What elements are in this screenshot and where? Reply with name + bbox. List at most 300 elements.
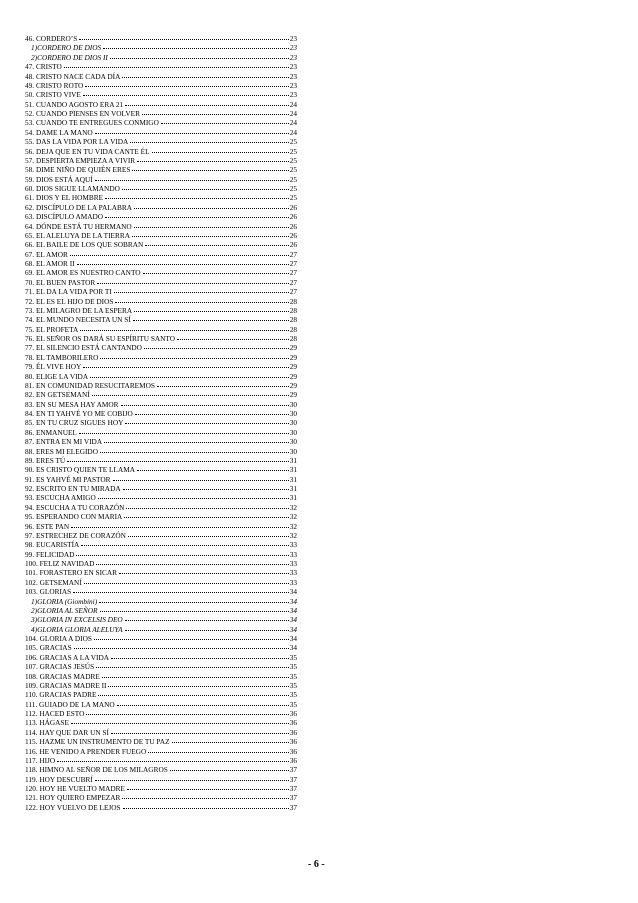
toc-entry-title: 104. GLORIA A DIOS: [25, 634, 92, 643]
toc-entry-page: 23: [289, 71, 297, 81]
toc-entry: [25, 43, 297, 52]
toc-entry: [25, 625, 297, 634]
toc-entry-page: 31: [289, 484, 297, 493]
toc-entry-title: 90. ES CRISTO QUIEN TE LLAMA: [25, 465, 135, 475]
toc-entry-page: 34: [289, 624, 297, 634]
toc-entry: [25, 53, 297, 62]
dot-leader: [71, 723, 289, 724]
toc-entry: [25, 606, 297, 615]
toc-entry: [25, 540, 297, 549]
toc-entry-title: 96. ESTE PAN: [25, 521, 70, 531]
toc-entry-title: 102. GETSEMANÍ: [25, 577, 82, 587]
dot-leader: [115, 302, 288, 303]
toc-entry-title: 68. EL AMOR II: [25, 259, 75, 268]
toc-entry-page: 28: [289, 324, 297, 334]
dot-leader: [125, 630, 289, 631]
toc-entry: [25, 34, 297, 43]
dot-leader: [70, 255, 289, 256]
toc-entry: [25, 737, 297, 746]
toc-entry-title: 86. ENMANUEL: [25, 427, 77, 437]
toc-entry-page: 23: [289, 34, 297, 43]
toc-entry: [25, 212, 297, 221]
toc-entry-page: 33: [289, 577, 297, 587]
toc-entry: [25, 390, 297, 399]
toc-entry-page: 30: [289, 437, 297, 447]
toc-entry-page: 25: [289, 184, 297, 193]
dot-leader: [130, 142, 288, 143]
toc-entry: [25, 62, 297, 71]
toc-entry-page: 30: [289, 446, 297, 456]
toc-entry-page: 32: [289, 530, 297, 540]
toc-entry-title: 73. EL MILAGRO DE LA ESPERA: [25, 305, 133, 315]
toc-entry-title: 121. HOY QUIERO EMPEZAR: [25, 793, 121, 803]
toc-entry: [25, 465, 297, 474]
toc-entry-page: 31: [289, 455, 297, 465]
toc-entry: [25, 353, 297, 362]
dot-leader: [83, 95, 289, 96]
toc-entry: [25, 728, 297, 737]
toc-entry-page: 36: [289, 746, 297, 756]
toc-entry-page: 26: [289, 221, 297, 231]
toc-entry-page: 31: [289, 474, 297, 484]
toc-entry-page: 25: [289, 137, 297, 147]
dot-leader: [161, 123, 289, 124]
dot-leader: [81, 545, 288, 546]
toc-entry-title: 4)GLORIA GLORIA ALELUYA: [31, 624, 123, 634]
toc-entry-page: 37: [289, 765, 297, 775]
toc-entry-title: 107. GRACIAS JESÚS: [25, 662, 95, 672]
dot-leader: [99, 602, 289, 603]
toc-entry-title: 81. EN COMUNIDAD RESUCITAREMOS: [25, 380, 155, 390]
dot-leader: [57, 761, 289, 762]
toc-entry-page: 35: [289, 699, 297, 709]
toc-entry-page: 33: [289, 559, 297, 568]
toc-entry: [25, 775, 297, 784]
dot-leader: [142, 114, 289, 115]
toc-entry-title: 85. EN TU CRUZ SIGUES HOY: [25, 418, 124, 428]
toc-entry-page: 33: [289, 540, 297, 550]
toc-entry-page: 32: [289, 502, 297, 512]
toc-entry: [25, 147, 297, 156]
dot-leader: [103, 48, 289, 49]
dot-leader: [122, 189, 289, 190]
toc-entry-title: 54. DAME LA MANO: [25, 127, 93, 137]
toc-entry-title: 98. EUCARISTÍA: [25, 540, 80, 550]
table-of-contents: [25, 34, 297, 812]
toc-entry: [25, 259, 297, 268]
toc-entry: [25, 653, 297, 662]
toc-entry-page: 30: [289, 427, 297, 437]
toc-entry: [25, 597, 297, 606]
toc-entry-title: 106. GRACIAS A LA VIDA: [25, 652, 109, 662]
dot-leader: [122, 77, 288, 78]
dot-leader: [132, 236, 289, 237]
toc-entry-page: 37: [289, 802, 297, 812]
toc-entry-title: 69. EL AMOR ES NUESTRO CANTO: [25, 268, 141, 278]
toc-entry-page: 28: [289, 315, 297, 325]
toc-entry: [25, 662, 297, 671]
dot-leader: [177, 339, 289, 340]
toc-entry: [25, 165, 297, 174]
dot-leader: [84, 583, 289, 584]
toc-entry-page: 31: [289, 465, 297, 475]
toc-entry: [25, 643, 297, 652]
toc-entry-title: 111. GUIADO DE LA MANO: [25, 699, 115, 709]
toc-entry: [25, 512, 297, 521]
toc-entry-title: 114. HAY QUE DAR UN SÍ: [25, 727, 109, 737]
dot-leader: [119, 573, 289, 574]
dot-leader: [71, 527, 289, 528]
toc-entry: [25, 690, 297, 699]
toc-entry-title: 79. ÉL VIVE HOY: [25, 362, 82, 372]
toc-entry-page: 34: [289, 634, 297, 643]
toc-entry-page: 36: [289, 718, 297, 728]
toc-entry-title: 115. HAZME UN INSTRUMENTO DE TU PAZ: [25, 737, 170, 747]
dot-leader: [97, 283, 288, 284]
toc-entry-page: 34: [289, 643, 297, 653]
dot-leader: [125, 105, 289, 106]
toc-entry-title: 122. HOY VUELVO DE LEJOS: [25, 802, 121, 812]
toc-entry: [25, 90, 297, 99]
toc-entry-page: 30: [289, 418, 297, 428]
toc-entry-page: 30: [289, 409, 297, 418]
toc-entry-page: 24: [289, 127, 297, 137]
toc-entry: [25, 268, 297, 277]
toc-entry-title: 108. GRACIAS MADRE: [25, 671, 100, 681]
toc-entry-page: 23: [289, 62, 297, 72]
dot-leader: [100, 611, 289, 612]
toc-entry-title: 88. ERES MI ELEGIDO: [25, 446, 98, 456]
toc-entry-page: 27: [289, 277, 297, 287]
toc-entry: [25, 72, 297, 81]
toc-entry-title: 65. EL ALELUYA DE LA TIERRA: [25, 230, 130, 240]
toc-entry-page: 29: [289, 380, 297, 390]
toc-entry-title: 99. FELICIDAD: [25, 549, 75, 559]
dot-leader: [125, 620, 289, 621]
toc-entry-title: 80. ELIGE LA VIDA: [25, 371, 89, 381]
toc-entry: [25, 334, 297, 343]
toc-entry-page: 29: [289, 352, 297, 362]
dot-leader: [114, 292, 289, 293]
toc-entry-page: 23: [289, 90, 297, 100]
toc-entry-title: 48. CRISTO NACE CADA DÍA: [25, 71, 121, 81]
dot-leader: [79, 433, 289, 434]
toc-entry-page: 24: [289, 109, 297, 118]
toc-entry-title: 119. HOY DESCUBRÍ: [25, 774, 93, 784]
dot-leader: [80, 330, 288, 331]
toc-entry: [25, 297, 297, 306]
toc-entry: [25, 418, 297, 427]
toc-entry: [25, 615, 297, 624]
toc-entry: [25, 325, 297, 334]
dot-leader: [132, 170, 288, 171]
toc-entry: [25, 240, 297, 249]
toc-entry-page: 33: [289, 568, 297, 578]
toc-entry-title: 1)CORDERO DE DIOS: [31, 43, 102, 53]
toc-entry-title: 3)GLORIA IN EXCELSIS DEO: [31, 615, 123, 625]
dot-leader: [143, 273, 289, 274]
toc-entry-title: 113. HÁGASE: [25, 718, 69, 728]
toc-entry: [25, 456, 297, 465]
toc-entry-page: 28: [289, 334, 297, 343]
dot-leader: [128, 536, 289, 537]
toc-entry-page: 36: [289, 737, 297, 747]
toc-entry: [25, 718, 297, 727]
toc-entry-title: 67. EL AMOR: [25, 249, 68, 259]
toc-entry-page: 27: [289, 268, 297, 278]
dot-leader: [96, 667, 289, 668]
toc-entry-page: 36: [289, 755, 297, 765]
dot-leader: [74, 648, 289, 649]
dot-leader: [124, 517, 288, 518]
toc-entry: [25, 137, 297, 146]
dot-leader: [108, 686, 288, 687]
toc-entry-title: 55. DAS LA VIDA POR LA VIDA: [25, 137, 129, 147]
toc-entry: [25, 400, 297, 409]
toc-entry-page: 23: [289, 52, 297, 62]
toc-entry-title: 87. ENTRA EN MI VIDA: [25, 437, 103, 447]
toc-entry-title: 101. FORASTERO EN SICAR: [25, 568, 118, 578]
toc-entry: [25, 287, 297, 296]
toc-entry-page: 37: [289, 793, 297, 803]
dot-leader: [85, 86, 288, 87]
dot-leader: [134, 208, 289, 209]
toc-entry: [25, 381, 297, 390]
toc-entry-title: 1)GLORIA (Giombini): [31, 596, 98, 606]
toc-entry-title: 91. ES YAHVÉ MI PASTOR: [25, 474, 111, 484]
dot-leader: [100, 452, 289, 453]
dot-leader: [148, 752, 288, 753]
toc-entry-title: 93. ESCUCHA AMIGO: [25, 493, 96, 503]
toc-entry-title: 97. ESTRECHEZ DE CORAZÓN: [25, 530, 126, 540]
toc-entry-page: 36: [289, 727, 297, 737]
toc-entry-page: 35: [289, 662, 297, 672]
toc-entry-title: 82. EN GETSEMANÍ: [25, 390, 90, 400]
dot-leader: [113, 480, 289, 481]
toc-entry: [25, 175, 297, 184]
dot-leader: [123, 808, 289, 809]
toc-entry: [25, 222, 297, 231]
toc-entry: [25, 784, 297, 793]
toc-entry-title: 52. CUANDO PIENSES EN VOLVER: [25, 109, 140, 118]
toc-entry-page: 25: [289, 146, 297, 156]
dot-leader: [79, 39, 288, 40]
toc-entry: [25, 522, 297, 531]
toc-entry-page: 37: [289, 784, 297, 793]
toc-entry-title: 78. EL TAMBORILERO: [25, 352, 99, 362]
toc-entry-title: 75. EL PROFETA: [25, 324, 79, 334]
dot-leader: [122, 798, 288, 799]
toc-entry-title: 60. DIOS SIGUE LLAMANDO: [25, 184, 120, 193]
toc-entry: [25, 343, 297, 352]
dot-leader: [77, 264, 289, 265]
toc-entry-title: 2)GLORIA AL SEÑOR: [31, 605, 98, 615]
toc-entry-title: 2)CORDERO DE DIOS II: [31, 52, 108, 62]
toc-entry-page: 25: [289, 193, 297, 203]
toc-entry-page: 23: [289, 80, 297, 90]
toc-entry-title: 63. DISCÍPULO AMADO: [25, 212, 104, 222]
toc-entry: [25, 278, 297, 287]
dot-leader: [170, 770, 289, 771]
toc-entry-page: 26: [289, 230, 297, 240]
toc-entry-title: 62. DISCÍPULO DE LA PALABRA: [25, 202, 132, 212]
toc-entry-title: 95. ESPERANDO CON MARIA: [25, 512, 123, 522]
toc-entry-title: 61. DIOS Y EL HOMBRE: [25, 193, 104, 203]
toc-entry: [25, 747, 297, 756]
toc-entry-title: 118. HIMNO AL SEÑOR DE LOS MILAGROS: [25, 765, 168, 775]
toc-entry-page: 32: [289, 512, 297, 522]
toc-entry-title: 84. EN TI YAHVÉ YO ME COBIJO: [25, 409, 133, 418]
toc-entry-title: 92. ESCRITO EN TU MIRADA: [25, 484, 121, 493]
dot-leader: [86, 714, 288, 715]
toc-entry: [25, 118, 297, 127]
toc-entry: [25, 409, 297, 418]
toc-entry-page: 28: [289, 305, 297, 315]
dot-leader: [95, 180, 289, 181]
toc-entry: [25, 315, 297, 324]
toc-entry: [25, 568, 297, 577]
toc-entry-title: 77. EL SILENCIO ESTÁ CANTANDO: [25, 343, 142, 353]
toc-entry-page: 29: [289, 371, 297, 381]
dot-leader: [157, 386, 289, 387]
toc-entry-page: 29: [289, 362, 297, 372]
toc-entry-page: 29: [289, 343, 297, 353]
toc-entry-title: 50. CRISTO VIVE: [25, 90, 81, 100]
dot-leader: [95, 133, 289, 134]
dot-leader: [134, 311, 289, 312]
toc-entry-title: 110. GRACIAS PADRE: [25, 690, 97, 700]
toc-entry-title: 58. DIME NIÑO DE QUIÉN ERES: [25, 165, 131, 175]
toc-entry-title: 100. FELIZ NAVIDAD: [25, 559, 95, 568]
toc-entry-title: 70. EL BUEN PASTOR: [25, 277, 96, 287]
dot-leader: [137, 161, 289, 162]
dot-leader: [92, 395, 289, 396]
dot-leader: [73, 592, 288, 593]
toc-entry-title: 53. CUANDO TE ENTREGUES CONMIGO: [25, 118, 159, 128]
dot-leader: [105, 217, 289, 218]
toc-entry-page: 27: [289, 249, 297, 259]
dot-leader: [95, 780, 289, 781]
dot-leader: [111, 733, 289, 734]
toc-entry: [25, 250, 297, 259]
toc-entry: [25, 231, 297, 240]
dot-leader: [98, 695, 288, 696]
dot-leader: [110, 58, 289, 59]
toc-entry-title: 103. GLORIAS: [25, 587, 72, 597]
toc-entry-page: 34: [289, 587, 297, 597]
toc-entry-page: 35: [289, 671, 297, 681]
toc-entry-page: 27: [289, 287, 297, 297]
toc-entry: [25, 437, 297, 446]
toc-entry-title: 105. GRACIAS: [25, 643, 72, 653]
dot-leader: [126, 508, 288, 509]
toc-entry-title: 89. ERES TÚ: [25, 455, 66, 465]
toc-entry-title: 94. ESCUCHA A TU CORAZÓN: [25, 502, 125, 512]
dot-leader: [134, 227, 289, 228]
toc-entry: [25, 362, 297, 371]
page-number: - 6 -: [308, 859, 325, 870]
toc-entry-title: 64. DÓNDE ESTÁ TU HERMANO: [25, 221, 132, 231]
dot-leader: [137, 470, 289, 471]
toc-entry-page: 26: [289, 202, 297, 212]
toc-entry: [25, 128, 297, 137]
toc-entry-page: 23: [289, 43, 297, 53]
toc-entry-title: 59. DIOS ESTÁ AQUÍ: [25, 174, 93, 184]
dot-leader: [94, 639, 289, 640]
toc-entry-title: 56. DEJA QUE EN TU VIDA CANTE ÉL: [25, 146, 150, 156]
toc-entry: [25, 493, 297, 502]
toc-entry-page: 35: [289, 680, 297, 690]
toc-entry-page: 35: [289, 652, 297, 662]
toc-entry: [25, 428, 297, 437]
toc-entry-title: 109. GRACIAS MADRE II: [25, 680, 107, 690]
dot-leader: [102, 677, 289, 678]
dot-leader: [172, 742, 289, 743]
dot-leader: [152, 152, 289, 153]
toc-entry: [25, 700, 297, 709]
dot-leader: [76, 555, 288, 556]
toc-entry-page: 34: [289, 605, 297, 615]
dot-leader: [117, 705, 289, 706]
toc-entry-title: 66. EL BAILE DE LOS QUE SOBRAN: [25, 240, 144, 250]
toc-entry: [25, 203, 297, 212]
toc-entry: [25, 531, 297, 540]
toc-entry: [25, 559, 297, 568]
toc-entry-page: 24: [289, 99, 297, 109]
toc-entry: [25, 81, 297, 90]
toc-entry: [25, 156, 297, 165]
toc-entry-title: 47. CRISTO: [25, 62, 62, 72]
toc-entry-title: 120. HOY HE VUELTO MADRE: [25, 784, 125, 793]
toc-entry-page: 33: [289, 549, 297, 559]
toc-entry: [25, 100, 297, 109]
toc-entry-title: 71. EL DA LA VIDA POR TI: [25, 287, 112, 297]
toc-entry-title: 57. DESPIERTA EMPIEZA A VIVIR: [25, 155, 136, 165]
toc-entry-title: 116. HE VENIDO A PRENDER FUEGO: [25, 746, 147, 756]
toc-entry: [25, 184, 297, 193]
toc-entry-title: 74. EL MUNDO NECESITA UN SÍ: [25, 315, 131, 325]
toc-entry: [25, 634, 297, 643]
dot-leader: [64, 67, 289, 68]
dot-leader: [100, 358, 288, 359]
toc-entry-title: 49. CRISTO ROTO: [25, 80, 84, 90]
toc-entry-page: 31: [289, 493, 297, 503]
dot-leader: [67, 461, 288, 462]
dot-leader: [125, 423, 288, 424]
toc-entry-title: 83. EN SU MESA HAY AMOR: [25, 399, 119, 409]
toc-entry-page: 25: [289, 174, 297, 184]
toc-entry: [25, 765, 297, 774]
toc-entry: [25, 756, 297, 765]
toc-entry-page: 26: [289, 240, 297, 250]
toc-entry-page: 25: [289, 165, 297, 175]
toc-entry: [25, 484, 297, 493]
toc-entry-title: 112. HACED ESTO: [25, 709, 85, 718]
toc-entry: [25, 803, 297, 812]
toc-entry-page: 35: [289, 690, 297, 700]
dot-leader: [145, 245, 288, 246]
toc-entry-title: 51. CUANDO AGOSTO ERA 21: [25, 99, 124, 109]
toc-entry-title: 72. EL ES EL HIJO DE DIOS: [25, 296, 114, 306]
toc-entry: [25, 550, 297, 559]
toc-entry-page: 36: [289, 709, 297, 718]
toc-entry: [25, 793, 297, 802]
toc-entry-page: 26: [289, 212, 297, 222]
toc-entry: [25, 109, 297, 118]
dot-leader: [123, 489, 289, 490]
toc-entry-page: 34: [289, 596, 297, 606]
toc-entry: [25, 306, 297, 315]
